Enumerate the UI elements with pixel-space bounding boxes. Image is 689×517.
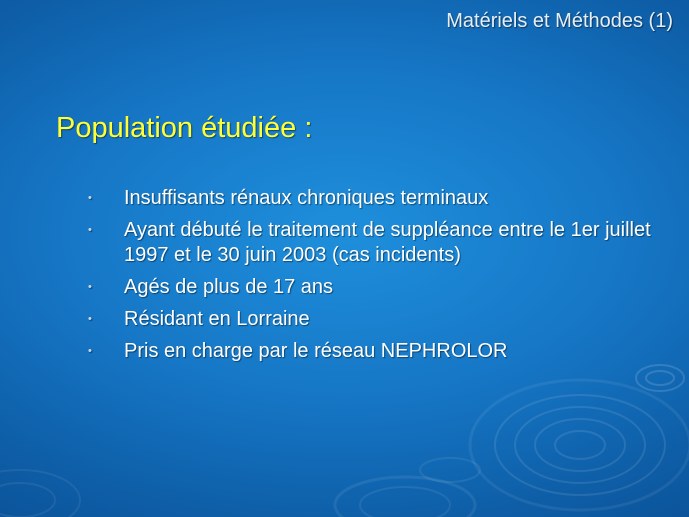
bullet-dot-icon: • [88, 345, 92, 357]
bullet-list [88, 186, 658, 371]
bullet-text: Ayant débuté le traitement de suppléance entre le 1er juillet 1997 et le 30 juin 2003 (cas incidents) [124, 219, 651, 266]
slide-header-title: Matériels et Méthodes (1) [446, 10, 673, 32]
bullet-text: Résidant en Lorraine [124, 308, 310, 330]
bullet-item [88, 186, 658, 211]
bullet-item [88, 307, 658, 332]
bullet-text: Pris en charge par le réseau NEPHROLOR [124, 340, 508, 362]
bullet-item [88, 339, 658, 364]
bullet-dot-icon: • [88, 192, 92, 204]
bullet-text: Agés de plus de 17 ans [124, 276, 334, 298]
bullet-dot-icon: • [88, 224, 92, 236]
bullet-item [88, 275, 658, 300]
bullet-text: Insuffisants rénaux chroniques terminaux [124, 187, 489, 209]
bullet-dot-icon: • [88, 281, 92, 293]
bullet-dot-icon: • [88, 313, 92, 325]
bullet-item [88, 218, 658, 268]
section-title: Population étudiée : [56, 112, 313, 144]
